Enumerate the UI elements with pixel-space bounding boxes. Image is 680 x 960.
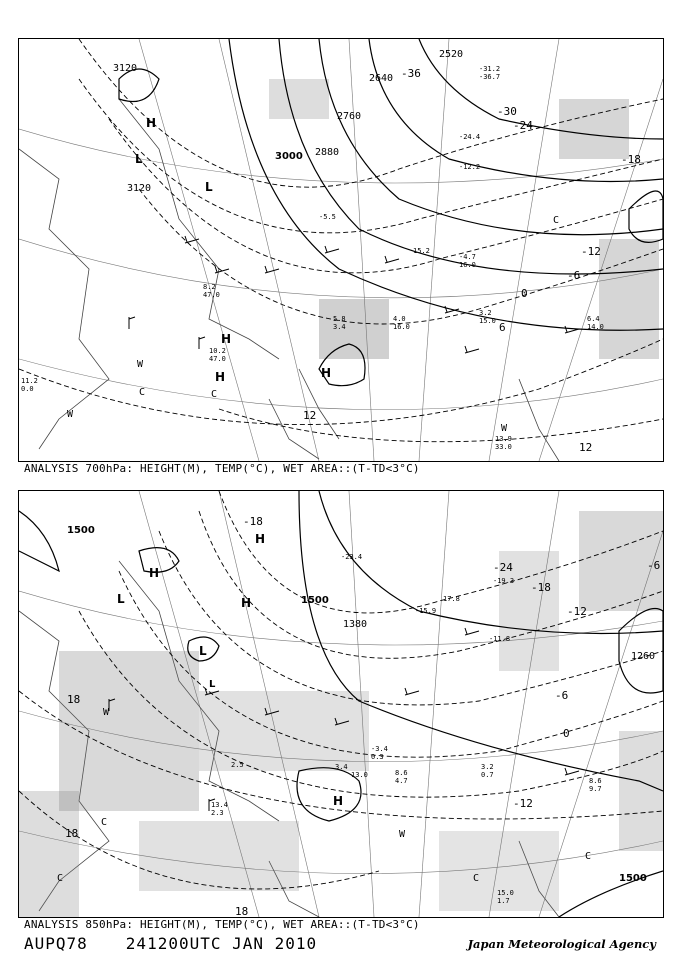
station-value: 5.8: [333, 315, 346, 323]
station-value: 47.0: [209, 355, 226, 363]
cold-mark: C: [57, 873, 64, 884]
map-panel-700hpa: [18, 38, 664, 462]
isotherm-label: 18: [65, 827, 79, 840]
chart-id: AUPQ78: [24, 934, 88, 953]
height-label: 3000: [275, 151, 303, 162]
low-center-symbol: L: [117, 592, 125, 606]
station-value: -24.4: [459, 133, 481, 141]
cold-mark: C: [139, 387, 146, 398]
height-label: 2760: [337, 111, 362, 122]
station-value: 2.5: [231, 761, 244, 769]
station-value: 0.3: [371, 753, 384, 761]
station-value: 9.7: [589, 785, 602, 793]
low-center-symbol: L: [209, 679, 216, 690]
isotherm-label: -30: [497, 105, 517, 118]
warm-mark: W: [67, 409, 74, 420]
panel-caption-700hpa: ANALYSIS 700hPa: HEIGHT(M), TEMP(°C), WET AREA::(T-TD<3°C): [24, 462, 420, 475]
station-value: 15.0: [479, 317, 496, 325]
station-value: 47.0: [203, 291, 220, 299]
isotherm-label: -6: [647, 559, 661, 572]
station-value: -5.5: [319, 213, 336, 221]
high-center-symbol: H: [255, 532, 266, 546]
isotherm-label: 18: [235, 905, 249, 917]
station-value: -11.8: [489, 635, 511, 643]
map-700hpa: [19, 39, 663, 461]
isotherm-label: -12: [567, 605, 587, 618]
station-value: 3.2: [479, 309, 492, 317]
station-value: -15.9: [415, 607, 437, 615]
station-value: -3.4: [371, 745, 388, 753]
low-center-symbol: L: [205, 180, 213, 194]
height-label: 3120: [127, 183, 152, 194]
station-value: 4.7: [395, 777, 408, 785]
warm-mark: W: [501, 423, 508, 434]
station-value: 0.0: [21, 385, 34, 393]
isotherm-label: -18: [531, 581, 551, 594]
station-value: 3.2: [481, 763, 494, 771]
station-value: -12.2: [459, 163, 481, 171]
isotherm-label: -12: [581, 245, 601, 258]
isotherm-label: 0: [563, 727, 570, 740]
high-center-symbol: H: [321, 366, 332, 380]
station-value: -4.7: [459, 253, 476, 261]
height-label: 1260: [631, 651, 656, 662]
isotherm-label: -24: [493, 561, 513, 574]
station-value: 15.0: [497, 889, 514, 897]
high-center-symbol: H: [221, 332, 232, 346]
station-value: 13.9: [495, 435, 512, 443]
station-value: -19.3: [493, 577, 515, 585]
station-value: 14.0: [587, 323, 604, 331]
station-value: 15.2: [413, 247, 430, 255]
warm-mark: W: [137, 359, 144, 370]
height-label: 1500: [619, 873, 647, 884]
cold-mark: C: [553, 215, 560, 226]
cold-mark: C: [473, 873, 480, 884]
station-value: 33.0: [495, 443, 512, 451]
high-center-symbol: H: [215, 370, 226, 384]
map-850hpa: [19, 491, 663, 917]
cold-mark: C: [211, 389, 218, 400]
high-center-symbol: H: [241, 596, 252, 610]
cold-mark: C: [101, 817, 108, 828]
isotherm-label: -6: [567, 269, 581, 282]
wet-area-stipple: [19, 511, 663, 917]
isotherm-label: -12: [513, 797, 533, 810]
station-value: 16.0: [459, 261, 476, 269]
high-center-symbol: H: [333, 794, 344, 808]
low-center-symbol: L: [135, 152, 143, 166]
isotherm-label: -24: [513, 119, 533, 132]
warm-mark: W: [399, 829, 406, 840]
station-value: 3.4: [333, 323, 346, 331]
station-value: 8.6: [395, 769, 408, 777]
height-contours: [119, 39, 663, 386]
station-value: 11.2: [21, 377, 38, 385]
station-value: 1.7: [497, 897, 510, 905]
high-center-symbol: H: [146, 116, 157, 130]
cold-mark: C: [585, 851, 592, 862]
isotherm-label: 12: [579, 441, 593, 454]
station-value: 17.8: [443, 595, 460, 603]
isotherm-label: -18: [243, 515, 263, 528]
isotherm-label: 0: [521, 287, 528, 300]
height-label: 1500: [301, 595, 329, 606]
height-label: 3120: [113, 63, 138, 74]
station-value: 13.4: [211, 801, 228, 809]
isotherm-label: -36: [401, 67, 421, 80]
isotherm-label: 12: [303, 409, 317, 422]
station-value: 6.4: [587, 315, 600, 323]
isotherm-label: -6: [555, 689, 569, 702]
station-value: -36.7: [479, 73, 501, 81]
station-value: 4.0: [393, 315, 406, 323]
valid-time: 241200UTC JAN 2010: [125, 934, 318, 953]
height-label: 2640: [369, 73, 394, 84]
panel-caption-850hpa: ANALYSIS 850hPa: HEIGHT(M), TEMP(°C), WET AREA::(T-TD<3°C): [24, 918, 420, 931]
station-value: -31.2: [479, 65, 501, 73]
height-label: 2520: [439, 49, 464, 60]
height-label: 1380: [343, 619, 368, 630]
high-center-symbol: H: [149, 566, 160, 580]
isotherm-label: -18: [621, 153, 641, 166]
height-label: 2880: [315, 147, 340, 158]
station-value: 16.0: [393, 323, 410, 331]
station-value: 8.2: [203, 283, 216, 291]
isotherm-label: 18: [67, 693, 81, 706]
chart-footer: [24, 934, 317, 953]
station-value: 3.4: [335, 763, 348, 771]
station-value: 0.7: [481, 771, 494, 779]
isotherm-label: 6: [499, 321, 506, 334]
station-value: 8.6: [589, 777, 602, 785]
station-value: 2.3: [211, 809, 224, 817]
map-panel-850hpa: [18, 490, 664, 918]
station-value: 10.2: [209, 347, 226, 355]
warm-mark: W: [103, 707, 110, 718]
low-center-symbol: L: [199, 644, 207, 658]
station-value: 13.0: [351, 771, 368, 779]
height-label: 1500: [67, 525, 95, 536]
agency-name: Japan Meteorological Agency: [467, 937, 656, 951]
station-value: -23.4: [341, 553, 363, 561]
